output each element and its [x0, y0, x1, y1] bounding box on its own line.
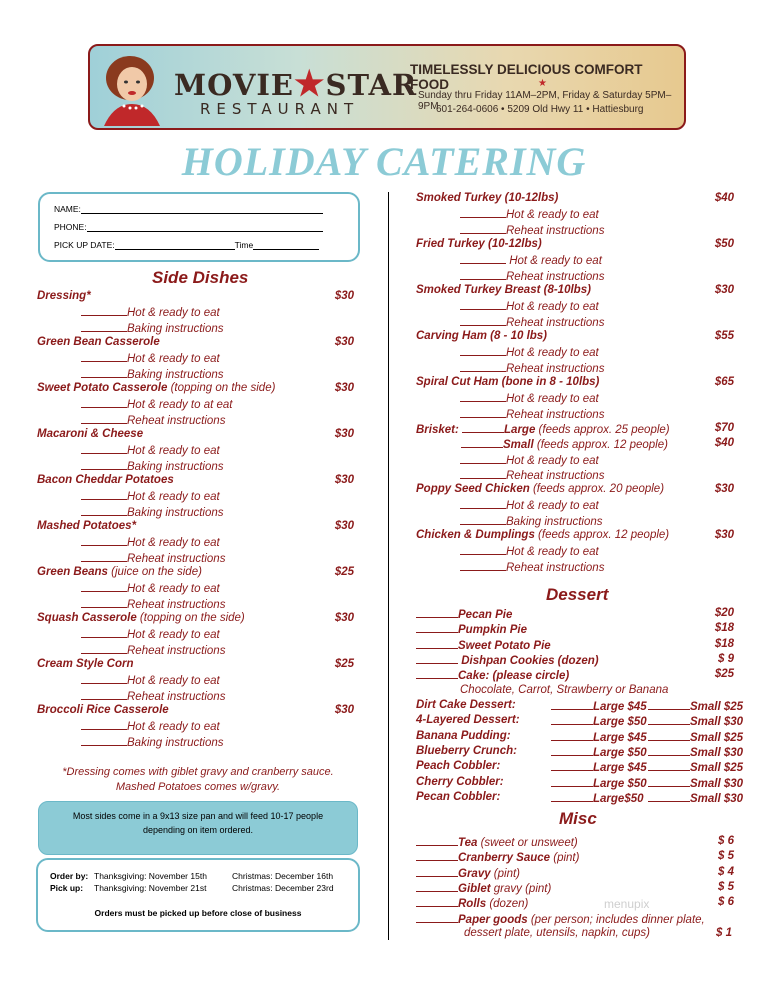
- menu-item-name: Chicken & Dumplings (feeds approx. 12 people): [416, 529, 670, 541]
- menu-item-price: $30: [334, 428, 354, 440]
- checkbox-blank[interactable]: [81, 489, 127, 500]
- menu-item-name: Bacon Cheddar Potatoes: [37, 474, 174, 486]
- dessert-item: Cake: (please circle): [416, 668, 569, 682]
- checkbox-blank[interactable]: [416, 668, 458, 679]
- preparation-option: Hot & ready to eat: [460, 299, 599, 313]
- checkbox-blank[interactable]: [81, 719, 127, 730]
- checkbox-blank[interactable]: [460, 544, 506, 555]
- preparation-option: Hot & ready to eat: [81, 673, 220, 687]
- brisket-small-row: Small (feeds approx. 12 people): [416, 437, 668, 451]
- small-option: Small $30: [648, 776, 743, 790]
- preparation-option: Baking instructions: [460, 514, 603, 528]
- checkbox-blank[interactable]: [81, 367, 127, 378]
- large-option: Large $50: [551, 714, 647, 728]
- checkbox-blank[interactable]: [81, 689, 127, 700]
- checkbox-blank[interactable]: [416, 850, 458, 861]
- pick-up-label: Pick up:: [50, 883, 84, 893]
- small-option: Small $25: [648, 760, 743, 774]
- preparation-option: Reheat instructions: [460, 269, 604, 283]
- checkbox-blank[interactable]: [416, 607, 458, 618]
- menu-item-price: $50: [714, 238, 734, 250]
- checkbox-blank[interactable]: [81, 673, 127, 684]
- menu-item-name: Macaroni & Cheese: [37, 428, 144, 440]
- large-option: Large $50: [551, 776, 647, 790]
- checkbox-blank[interactable]: [81, 597, 127, 608]
- checkbox-blank[interactable]: [81, 443, 127, 454]
- menu-item-name: Sweet Potato Casserole (topping on the side): [37, 382, 276, 394]
- preparation-option: Baking instructions: [81, 505, 224, 519]
- checkbox-blank[interactable]: [416, 866, 458, 877]
- order-form: [38, 192, 360, 262]
- dessert-price: $18: [714, 637, 734, 650]
- misc-price: $ 5: [718, 880, 734, 893]
- checkbox-blank[interactable]: [648, 791, 690, 802]
- brisket-option: Reheat instructions: [460, 468, 604, 482]
- misc-item: Tea (sweet or unsweet): [416, 835, 578, 849]
- large-option: Large $50: [551, 745, 647, 759]
- preparation-option: Reheat instructions: [460, 560, 604, 574]
- checkbox-blank[interactable]: [551, 760, 593, 771]
- menu-item-price: $30: [334, 612, 354, 624]
- preparation-option: Hot & ready to eat: [460, 345, 599, 359]
- checkbox-blank[interactable]: [81, 627, 127, 638]
- checkbox-blank[interactable]: [460, 269, 506, 280]
- checkbox-blank[interactable]: [551, 776, 593, 787]
- name-field[interactable]: NAME:: [54, 204, 323, 214]
- dessert-price: $ 9: [718, 652, 734, 665]
- vintage-woman-illustration: [94, 48, 170, 126]
- menu-item-price: $55: [714, 330, 734, 342]
- menu-item-price: $65: [714, 376, 734, 388]
- menu-item-name: Dressing*: [37, 290, 91, 302]
- sized-dessert-name: Blueberry Crunch:: [416, 744, 517, 757]
- checkbox-blank[interactable]: [648, 730, 690, 741]
- preparation-option: Reheat instructions: [81, 643, 225, 657]
- small-option: Small $30: [648, 714, 743, 728]
- checkbox-blank[interactable]: [81, 551, 127, 562]
- misc-price: $ 4: [718, 865, 734, 878]
- serving-info-line1: Most sides come in a 9x13 size pan and will feed 10-17 people: [72, 811, 324, 821]
- preparation-option: Hot & ready to eat: [81, 351, 220, 365]
- menu-item-price: $30: [334, 520, 354, 532]
- misc-item: Gravy (pint): [416, 866, 520, 880]
- dessert-item: Pumpkin Pie: [416, 622, 527, 636]
- menu-item-price: $30: [334, 290, 354, 302]
- paper-goods-continued: dessert plate, utensils, napkin, cups): [464, 927, 651, 939]
- menu-item-price: $25: [334, 566, 354, 578]
- brand-logo: MOVIE★STAR: [174, 64, 418, 104]
- preparation-option: Hot & ready to at eat: [81, 397, 232, 411]
- checkbox-blank[interactable]: [416, 638, 458, 649]
- checkbox-blank[interactable]: [416, 881, 458, 892]
- checkbox-blank[interactable]: [551, 730, 593, 741]
- dessert-price: $25: [714, 668, 734, 681]
- preparation-option: Baking instructions: [81, 321, 224, 335]
- small-option: Small $30: [648, 791, 743, 805]
- checkbox-blank[interactable]: [460, 207, 506, 218]
- checkbox-blank[interactable]: [460, 468, 506, 479]
- preparation-option: Baking instructions: [81, 735, 224, 749]
- order-deadlines-box: [36, 858, 360, 932]
- column-divider: [388, 192, 389, 940]
- preparation-option: Baking instructions: [81, 367, 224, 381]
- tagline: TIMELESSLY DELICIOUS COMFORT FOOD: [410, 62, 643, 92]
- preparation-option: Hot & ready to eat: [460, 391, 599, 405]
- dessert-item: Dishpan Cookies (dozen): [416, 653, 599, 667]
- large-option: Large $45: [551, 760, 647, 774]
- misc-item: Rolls (dozen): [416, 896, 528, 910]
- menu-item-name: Smoked Turkey (10-12lbs): [416, 192, 559, 204]
- brisket-small-blank[interactable]: [461, 437, 503, 448]
- preparation-option: Reheat instructions: [460, 315, 604, 329]
- checkbox-blank[interactable]: [81, 351, 127, 362]
- menu-item-name: Spiral Cut Ham (bone in 8 - 10lbs): [416, 376, 600, 388]
- checkbox-blank[interactable]: [460, 514, 506, 525]
- sized-dessert-name: 4-Layered Dessert:: [416, 714, 520, 727]
- cake-flavors: Chocolate, Carrot, Strawberry or Banana: [460, 684, 669, 696]
- misc-price: $ 6: [718, 896, 734, 909]
- misc-item: Paper goods (per person; includes dinner plate,: [416, 912, 705, 926]
- checkbox-blank[interactable]: [648, 776, 690, 787]
- checkbox-blank[interactable]: [460, 407, 506, 418]
- preparation-option: Hot & ready to eat: [81, 627, 220, 641]
- small-option: Small $30: [648, 745, 743, 759]
- checkbox-blank[interactable]: [81, 581, 127, 592]
- checkbox-blank[interactable]: [648, 699, 690, 710]
- preparation-option: Reheat instructions: [460, 361, 604, 375]
- sized-dessert-name: Cherry Cobbler:: [416, 775, 504, 788]
- large-option: Large$50: [551, 791, 644, 805]
- page-title: HOLIDAY CATERING: [181, 139, 587, 184]
- preparation-option: Hot & ready to eat: [81, 443, 220, 457]
- menu-item-price: $30: [714, 529, 734, 541]
- checkbox-blank[interactable]: [81, 459, 127, 470]
- checkbox-blank[interactable]: [460, 498, 506, 509]
- preparation-option: Hot & ready to eat: [81, 581, 220, 595]
- sized-dessert-name: Dirt Cake Dessert:: [416, 699, 516, 711]
- menu-item-name: Cream Style Corn: [37, 658, 134, 670]
- checkbox-blank[interactable]: [416, 912, 458, 923]
- checkbox-blank[interactable]: [81, 643, 127, 654]
- checkbox-blank[interactable]: [81, 535, 127, 546]
- menu-item-price: $30: [334, 382, 354, 394]
- checkbox-blank[interactable]: [81, 321, 127, 332]
- checkbox-blank[interactable]: [81, 505, 127, 516]
- preparation-option: Hot & ready to eat: [460, 544, 599, 558]
- menu-item-price: $30: [714, 284, 734, 296]
- pickup-notice: Orders must be picked up before close of business: [94, 908, 302, 918]
- menu-item-name: Mashed Potatoes*: [37, 520, 137, 532]
- large-option: Large $45: [551, 699, 647, 713]
- menu-item-price: $30: [334, 474, 354, 486]
- checkbox-blank[interactable]: [648, 745, 690, 756]
- menu-item-name: Squash Casserole (topping on the side): [37, 612, 245, 624]
- checkbox-blank[interactable]: [460, 453, 506, 464]
- checkbox-blank[interactable]: [81, 735, 127, 746]
- checkbox-blank[interactable]: [416, 622, 458, 633]
- misc-price: $ 6: [718, 835, 734, 847]
- menu-item-price: $30: [334, 336, 354, 348]
- serving-info-line2: depending on item ordered.: [142, 825, 254, 835]
- checkbox-blank[interactable]: [416, 653, 458, 664]
- hours: Sunday thru Friday 11AM–2PM, Friday & Saturday 5PM–9PM: [418, 90, 672, 112]
- sized-dessert-name: Banana Pudding:: [416, 729, 511, 742]
- brisket-large-blank[interactable]: [462, 422, 504, 433]
- checkbox-blank[interactable]: [551, 699, 593, 710]
- misc-item: Cranberry Sauce (pint): [416, 850, 579, 864]
- preparation-option: Hot & ready to eat: [81, 305, 220, 319]
- thanksgiving-order-date: Thanksgiving: November 15th: [94, 871, 207, 881]
- checkbox-blank[interactable]: [551, 745, 593, 756]
- checkbox-blank[interactable]: [460, 315, 506, 326]
- menu-item-name: Broccoli Rice Casserole: [37, 704, 169, 716]
- checkbox-blank[interactable]: [648, 760, 690, 771]
- brisket-option: Hot & ready to eat: [460, 453, 599, 467]
- potatoes-note: Mashed Potatoes comes w/gravy.: [115, 781, 281, 793]
- watermark: menupix: [604, 897, 650, 911]
- checkbox-blank[interactable]: [81, 397, 127, 408]
- large-option: Large $45: [551, 730, 647, 744]
- checkbox-blank[interactable]: [460, 560, 506, 571]
- checkbox-blank[interactable]: [460, 223, 506, 234]
- preparation-option: Reheat instructions: [81, 689, 225, 703]
- phone-field[interactable]: PHONE:: [54, 222, 323, 232]
- checkbox-blank[interactable]: [460, 345, 506, 356]
- checkbox-blank[interactable]: [551, 791, 593, 802]
- misc-price: $ 5: [718, 850, 734, 863]
- dessert-heading: Dessert: [546, 585, 609, 604]
- small-option: Small $25: [648, 730, 743, 744]
- preparation-option: Hot & ready to eat: [81, 535, 220, 549]
- menu-item-name: Green Beans (juice on the side): [37, 566, 202, 578]
- preparation-option: Hot & ready to eat: [460, 253, 602, 267]
- brisket-small-price: $40: [714, 437, 734, 449]
- small-option: Small $25: [648, 699, 743, 713]
- side-dishes-heading: Side Dishes: [152, 268, 249, 287]
- thanksgiving-pickup-date: Thanksgiving: November 21st: [94, 883, 207, 893]
- menu-item-price: $30: [714, 483, 734, 495]
- checkbox-blank[interactable]: [81, 413, 127, 424]
- dressing-note: *Dressing comes with giblet gravy and cranberry sauce.: [62, 766, 334, 778]
- preparation-option: Hot & ready to eat: [81, 719, 220, 733]
- checkbox-blank[interactable]: [460, 299, 506, 310]
- checkbox-blank[interactable]: [460, 253, 506, 264]
- misc-item: Giblet gravy (pint): [416, 881, 551, 895]
- order-by-label: Order by:: [50, 871, 89, 881]
- preparation-option: Reheat instructions: [460, 407, 604, 421]
- checkbox-blank[interactable]: [416, 835, 458, 846]
- preparation-option: Reheat instructions: [81, 413, 225, 427]
- dessert-price: $18: [714, 622, 734, 635]
- menu-item-name: Smoked Turkey Breast (8-10lbs): [416, 284, 591, 296]
- preparation-option: Reheat instructions: [81, 551, 225, 565]
- paper-goods-price: $ 1: [716, 927, 732, 939]
- brisket-large-row: Brisket: Large (feeds approx. 25 people): [416, 424, 670, 436]
- address: 601-264-0606 • 5209 Old Hwy 11 • Hattiesburg: [436, 104, 644, 115]
- preparation-option: Reheat instructions: [81, 597, 225, 611]
- preparation-option: Baking instructions: [81, 459, 224, 473]
- menu-item-price: $30: [334, 704, 354, 716]
- menu-item-price: $40: [714, 192, 734, 204]
- sized-dessert-name: Peach Cobbler:: [416, 760, 501, 773]
- menu-item-price: $25: [334, 658, 354, 670]
- serving-info-box: [38, 801, 358, 855]
- checkbox-blank[interactable]: [460, 391, 506, 402]
- dessert-item: Pecan Pie: [416, 607, 512, 621]
- menu-item-name: Fried Turkey (10-12lbs): [416, 238, 542, 250]
- dessert-item: Sweet Potato Pie: [416, 638, 551, 652]
- dessert-price: $20: [714, 607, 734, 619]
- checkbox-blank[interactable]: [551, 714, 593, 725]
- christmas-order-date: Christmas: December 16th: [232, 871, 334, 881]
- christmas-pickup-date: Christmas: December 23rd: [232, 883, 334, 893]
- checkbox-blank[interactable]: [81, 305, 127, 316]
- menu-item-name: Green Bean Casserole: [37, 336, 160, 348]
- brisket-large-price: $70: [714, 422, 734, 434]
- checkbox-blank[interactable]: [460, 361, 506, 372]
- brand-subtitle: RESTAURANT: [200, 100, 360, 118]
- checkbox-blank[interactable]: [416, 896, 458, 907]
- preparation-option: Hot & ready to eat: [460, 207, 599, 221]
- checkbox-blank[interactable]: [648, 714, 690, 725]
- misc-heading: Misc: [559, 809, 597, 828]
- sized-dessert-name: Pecan Cobbler:: [416, 790, 501, 803]
- star-icon: ★: [538, 78, 547, 89]
- menu-item-name: Poppy Seed Chicken (feeds approx. 20 people): [416, 483, 665, 495]
- preparation-option: Reheat instructions: [460, 223, 604, 237]
- preparation-option: Hot & ready to eat: [81, 489, 220, 503]
- pickup-date-field[interactable]: PICK UP DATE: Time: [54, 240, 319, 250]
- preparation-option: Hot & ready to eat: [460, 498, 599, 512]
- menu-item-name: Carving Ham (8 - 10 lbs): [416, 330, 548, 342]
- restaurant-banner: [88, 44, 686, 130]
